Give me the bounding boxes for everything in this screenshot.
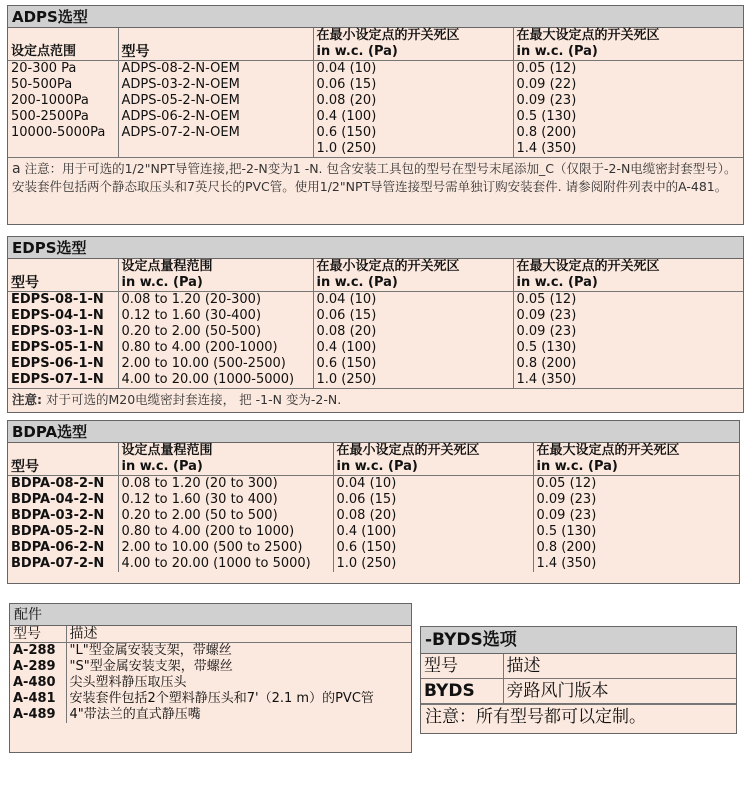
adps-cell-0: 20-300 Pa bbox=[11, 61, 77, 76]
edps-title: EDPS选型 bbox=[8, 237, 743, 259]
adps-cell-0: 10000-5000Pa bbox=[11, 125, 106, 140]
accessories-cell-1: 尖头塑料静压取压头 bbox=[66, 675, 411, 691]
bdpa-header-row bbox=[8, 443, 739, 476]
accessories-table bbox=[10, 626, 411, 723]
table-row bbox=[8, 141, 743, 157]
edps-cell-2: 0.06 (15) bbox=[313, 308, 513, 324]
accessories-cell-1: "L"型金属安装支架，带螺丝 bbox=[66, 643, 411, 660]
edps-header-max: 在最大设定点的开关死区 in w.c. (Pa) bbox=[513, 259, 743, 292]
edps-note bbox=[8, 388, 743, 410]
table-row bbox=[8, 508, 739, 524]
edps-header-row bbox=[8, 259, 743, 292]
bdpa-cell-3: 0.05 (12) bbox=[533, 476, 739, 493]
table-row bbox=[8, 476, 739, 493]
accessories-header-desc: 描述 bbox=[66, 626, 411, 643]
bdpa-table bbox=[8, 443, 739, 572]
bdpa-cell-3: 0.09 (23) bbox=[533, 508, 739, 524]
accessories-header-model: 型号 bbox=[10, 626, 66, 643]
edps-cell-0: EDPS-04-1-N bbox=[11, 308, 104, 323]
adps-cell-0 bbox=[8, 141, 118, 157]
adps-note bbox=[8, 157, 743, 197]
bdpa-cell-2: 0.6 (150) bbox=[333, 540, 533, 556]
table-row bbox=[8, 524, 739, 540]
bdpa-section bbox=[7, 420, 740, 584]
adps-header-row bbox=[8, 28, 743, 61]
adps-cell-1: ADPS-03-2-N-OEM bbox=[118, 77, 313, 93]
edps-header-min: 在最小设定点的开关死区 in w.c. (Pa) bbox=[313, 259, 513, 292]
adps-cell-0: 50-500Pa bbox=[11, 77, 73, 92]
bdpa-cell-0: BDPA-06-2-N bbox=[11, 540, 105, 555]
table-row bbox=[10, 659, 411, 675]
accessories-cell-0: A-480 bbox=[13, 675, 56, 690]
edps-header-model: 型号 bbox=[8, 259, 118, 292]
bdpa-header-max: 在最大设定点的开关死区 in w.c. (Pa) bbox=[533, 443, 739, 476]
adps-cell-1: ADPS-06-2-N-OEM bbox=[118, 109, 313, 125]
bdpa-header-range: 设定点量程范围 in w.c. (Pa) bbox=[118, 443, 333, 476]
bdpa-title: BDPA选型 bbox=[8, 421, 739, 443]
edps-cell-0: EDPS-03-1-N bbox=[11, 324, 104, 339]
bdpa-cell-2: 0.4 (100) bbox=[333, 524, 533, 540]
byds-header-desc: 描述 bbox=[503, 654, 736, 679]
edps-cell-0: EDPS-07-1-N bbox=[11, 372, 104, 387]
bdpa-cell-1: 4.00 to 20.00 (1000 to 5000) bbox=[118, 556, 333, 572]
edps-cell-1: 0.80 to 4.00 (200-1000) bbox=[118, 340, 313, 356]
adps-cell-3: 0.05 (12) bbox=[513, 61, 743, 78]
edps-note-text: 对于可选的M20电缆密封套连接， 把 -1-N 变为-2-N. bbox=[45, 392, 342, 407]
byds-model-cell: BYDS bbox=[424, 681, 475, 701]
edps-header-range: 设定点量程范围 in w.c. (Pa) bbox=[118, 259, 313, 292]
accessories-header-row bbox=[10, 626, 411, 643]
adps-title: ADPS选型 bbox=[8, 6, 743, 28]
edps-table bbox=[8, 259, 743, 388]
bdpa-cell-1: 0.20 to 2.00 (50 to 500) bbox=[118, 508, 333, 524]
byds-desc-cell: 旁路风门版本 bbox=[503, 679, 736, 704]
adps-cell-3: 0.8 (200) bbox=[513, 125, 743, 141]
edps-cell-3: 0.5 (130) bbox=[513, 340, 743, 356]
edps-cell-2: 0.6 (150) bbox=[313, 356, 513, 372]
adps-cell-2: 0.04 (10) bbox=[313, 61, 513, 78]
adps-cell-2: 0.08 (20) bbox=[313, 93, 513, 109]
table-row bbox=[8, 292, 743, 309]
adps-cell-1: ADPS-08-2-N-OEM bbox=[118, 61, 313, 78]
bdpa-cell-1: 0.80 to 4.00 (200 to 1000) bbox=[118, 524, 333, 540]
bdpa-header-min: 在最小设定点的开关死区 in w.c. (Pa) bbox=[333, 443, 533, 476]
bdpa-cell-3: 0.8 (200) bbox=[533, 540, 739, 556]
bdpa-cell-3: 0.5 (130) bbox=[533, 524, 739, 540]
accessories-title: 配件 bbox=[10, 604, 411, 626]
bdpa-cell-0: BDPA-05-2-N bbox=[11, 524, 105, 539]
adps-header-model: 型号 bbox=[118, 28, 313, 61]
adps-cell-3: 0.5 (130) bbox=[513, 109, 743, 125]
edps-cell-3: 0.8 (200) bbox=[513, 356, 743, 372]
byds-title: -BYDS选项 bbox=[421, 627, 736, 654]
edps-cell-2: 1.0 (250) bbox=[313, 372, 513, 388]
bdpa-cell-1: 2.00 to 10.00 (500 to 2500) bbox=[118, 540, 333, 556]
adps-cell-3: 1.4 (350) bbox=[513, 141, 743, 157]
edps-cell-3: 0.09 (23) bbox=[513, 324, 743, 340]
byds-header-row bbox=[421, 654, 736, 679]
table-row bbox=[10, 691, 411, 707]
edps-cell-1: 0.08 to 1.20 (20-300) bbox=[118, 292, 313, 309]
bdpa-header-model: 型号 bbox=[8, 443, 118, 476]
edps-cell-2: 0.04 (10) bbox=[313, 292, 513, 309]
accessories-cell-1: 安装套件包括2个塑料静压头和7'（2.1 m）的PVC管 bbox=[66, 691, 411, 707]
adps-cell-3: 0.09 (23) bbox=[513, 93, 743, 109]
table-row bbox=[10, 707, 411, 723]
adps-cell-2: 0.06 (15) bbox=[313, 77, 513, 93]
accessories-section bbox=[9, 603, 412, 753]
edps-cell-1: 2.00 to 10.00 (500-2500) bbox=[118, 356, 313, 372]
adps-cell-1: ADPS-05-2-N-OEM bbox=[118, 93, 313, 109]
table-row bbox=[8, 109, 743, 125]
edps-note-label: 注意: bbox=[12, 392, 42, 407]
bdpa-cell-2: 0.08 (20) bbox=[333, 508, 533, 524]
bdpa-cell-0: BDPA-04-2-N bbox=[11, 492, 105, 507]
bdpa-cell-0: BDPA-03-2-N bbox=[11, 508, 105, 523]
bdpa-cell-0: BDPA-08-2-N bbox=[11, 476, 105, 491]
bdpa-cell-0: BDPA-07-2-N bbox=[11, 556, 105, 571]
table-row bbox=[8, 93, 743, 109]
table-row bbox=[8, 77, 743, 93]
byds-table bbox=[421, 654, 736, 704]
edps-cell-1: 0.20 to 2.00 (50-500) bbox=[118, 324, 313, 340]
adps-cell-2: 1.0 (250) bbox=[313, 141, 513, 157]
edps-cell-3: 1.4 (350) bbox=[513, 372, 743, 388]
table-row bbox=[10, 675, 411, 691]
table-row bbox=[8, 356, 743, 372]
table-row bbox=[8, 340, 743, 356]
table-row bbox=[8, 125, 743, 141]
adps-cell-0: 200-1000Pa bbox=[11, 93, 89, 108]
adps-header-max: 在最大设定点的开关死区 in w.c. (Pa) bbox=[513, 28, 743, 61]
adps-section bbox=[7, 5, 744, 225]
adps-note-text: 注意：用于可选的1/2"NPT导管连接,把-2-N变为1 -N. 包含安装工具包的型号在型号末尾添加_C（仅限于-2-N电缆密封套型号）。安装套件包括两个静态取压头和7英尺长的PVC管。使用1/2"NPT导管连接型号需单独订购安装套件. 请参阅附件列表中的A-481。 bbox=[12, 161, 737, 194]
edps-cell-0: EDPS-06-1-N bbox=[11, 356, 104, 371]
edps-cell-1: 4.00 to 20.00 (1000-5000) bbox=[118, 372, 313, 388]
edps-cell-3: 0.05 (12) bbox=[513, 292, 743, 309]
adps-cell-2: 0.4 (100) bbox=[313, 109, 513, 125]
table-row bbox=[8, 324, 743, 340]
byds-header-model: 型号 bbox=[421, 654, 503, 679]
table-row bbox=[8, 308, 743, 324]
adps-table bbox=[8, 28, 743, 157]
accessories-cell-0: A-481 bbox=[13, 691, 56, 706]
bdpa-cell-1: 0.08 to 1.20 (20 to 300) bbox=[118, 476, 333, 493]
table-row bbox=[8, 492, 739, 508]
adps-note-mark: a bbox=[12, 161, 21, 177]
accessories-cell-0: A-288 bbox=[13, 643, 56, 658]
accessories-cell-0: A-289 bbox=[13, 659, 56, 674]
accessories-cell-0: A-489 bbox=[13, 707, 56, 722]
accessories-cell-1: "S"型金属安装支架，带螺丝 bbox=[66, 659, 411, 675]
bdpa-cell-3: 0.09 (23) bbox=[533, 492, 739, 508]
table-row bbox=[8, 61, 743, 78]
table-row bbox=[421, 679, 736, 704]
bdpa-cell-2: 0.06 (15) bbox=[333, 492, 533, 508]
adps-header-min: 在最小设定点的开关死区 in w.c. (Pa) bbox=[313, 28, 513, 61]
byds-section bbox=[420, 626, 737, 734]
edps-cell-0: EDPS-08-1-N bbox=[11, 292, 104, 307]
adps-cell-3: 0.09 (22) bbox=[513, 77, 743, 93]
bdpa-cell-2: 1.0 (250) bbox=[333, 556, 533, 572]
adps-cell-1 bbox=[118, 141, 313, 157]
table-row bbox=[10, 643, 411, 660]
edps-section bbox=[7, 236, 744, 413]
table-row bbox=[8, 540, 739, 556]
edps-cell-3: 0.09 (23) bbox=[513, 308, 743, 324]
bdpa-cell-3: 1.4 (350) bbox=[533, 556, 739, 572]
edps-cell-0: EDPS-05-1-N bbox=[11, 340, 104, 355]
edps-cell-2: 0.4 (100) bbox=[313, 340, 513, 356]
bdpa-cell-2: 0.04 (10) bbox=[333, 476, 533, 493]
table-row bbox=[8, 372, 743, 388]
adps-header-range: 设定点范围 bbox=[8, 28, 118, 61]
edps-cell-2: 0.08 (20) bbox=[313, 324, 513, 340]
table-row bbox=[8, 556, 739, 572]
edps-cell-1: 0.12 to 1.60 (30-400) bbox=[118, 308, 313, 324]
adps-cell-1: ADPS-07-2-N-OEM bbox=[118, 125, 313, 141]
accessories-cell-1: 4"带法兰的直式静压嘴 bbox=[66, 707, 411, 723]
byds-note: 注意：所有型号都可以定制。 bbox=[421, 704, 736, 729]
adps-cell-0: 500-2500Pa bbox=[11, 109, 89, 124]
adps-cell-2: 0.6 (150) bbox=[313, 125, 513, 141]
bdpa-cell-1: 0.12 to 1.60 (30 to 400) bbox=[118, 492, 333, 508]
